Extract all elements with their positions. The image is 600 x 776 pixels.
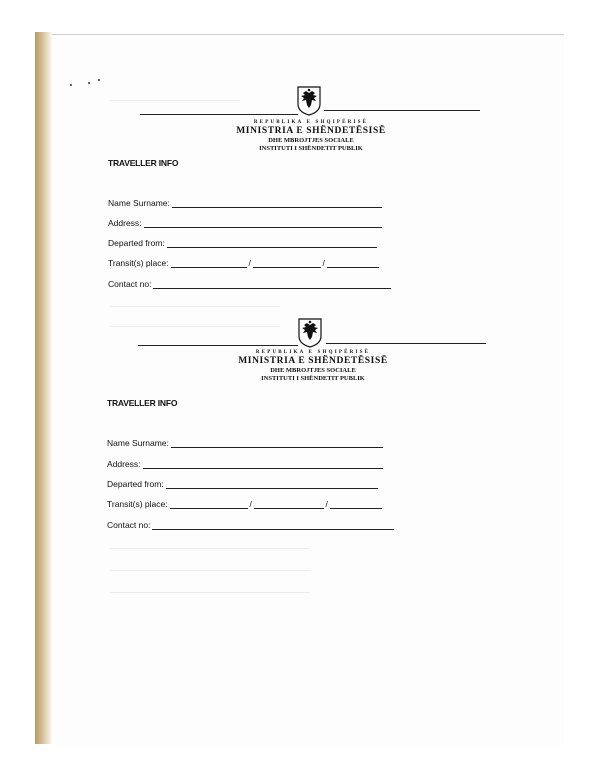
transit-place-field[interactable] <box>107 499 382 509</box>
field-label: Name Surname: <box>108 198 170 208</box>
ministry-header <box>191 120 431 153</box>
albanian-coat-of-arms-icon <box>297 86 321 116</box>
contact-no-field[interactable] <box>107 520 394 530</box>
departed-from-input-line[interactable] <box>166 480 378 489</box>
contact-no-input-line[interactable] <box>152 521 394 530</box>
albanian-coat-of-arms-icon <box>298 318 322 348</box>
name-surname-input-line[interactable] <box>172 199 382 208</box>
contact-no-input-line[interactable] <box>153 280 391 289</box>
header-rule-right <box>326 343 486 344</box>
contact-no-field[interactable] <box>108 279 391 289</box>
header-institute: INSTITUTI I SHËNDETIT PUBLIK <box>261 375 365 382</box>
header-rule-left <box>140 114 298 115</box>
scan-speck <box>88 82 90 84</box>
bleed-through-line <box>110 306 280 307</box>
transit-input-line-2[interactable] <box>254 500 324 509</box>
header-ministry-sub: DHE MBROJTJES SOCIALE <box>268 137 354 144</box>
departed-from-input-line[interactable] <box>167 239 377 248</box>
bleed-through-line <box>110 548 310 549</box>
scan-speck <box>70 84 72 86</box>
field-label: Name Surname: <box>107 438 169 448</box>
field-label: Address: <box>107 459 141 469</box>
header-republic: REPUBLIKA E SHQIPËRISË <box>253 120 369 125</box>
field-label: Departed from: <box>108 238 165 248</box>
transit-separator: / <box>322 258 325 268</box>
address-input-line[interactable] <box>144 219 382 228</box>
field-label: Address: <box>108 218 142 228</box>
bleed-through-line <box>110 570 310 571</box>
field-label: Contact no: <box>108 279 152 289</box>
header-rule-left <box>138 345 298 346</box>
field-label: Transit(s) place: <box>108 258 169 268</box>
transit-separator: / <box>325 499 328 509</box>
name-surname-field[interactable] <box>108 198 382 208</box>
name-surname-input-line[interactable] <box>171 439 383 448</box>
transit-input-line-1[interactable] <box>171 259 247 268</box>
scan-speck <box>98 79 100 81</box>
paper-binding-edge <box>35 32 53 744</box>
section-title: TRAVELLER INFO <box>107 398 178 408</box>
field-label: Departed from: <box>107 479 164 489</box>
transit-input-line-3[interactable] <box>327 259 379 268</box>
field-label: Contact no: <box>107 520 151 530</box>
departed-from-field[interactable] <box>107 479 378 489</box>
transit-input-line-2[interactable] <box>253 259 321 268</box>
name-surname-field[interactable] <box>107 438 383 448</box>
bleed-through-line <box>110 100 240 101</box>
header-ministry: MINISTRIA E SHËNDETËSISË <box>238 356 388 366</box>
transit-separator: / <box>248 258 251 268</box>
address-field[interactable] <box>107 459 383 469</box>
transit-input-line-1[interactable] <box>170 500 248 509</box>
address-input-line[interactable] <box>143 460 383 469</box>
header-institute: INSTITUTI I SHËNDETIT PUBLIK <box>259 145 363 152</box>
ministry-header <box>193 350 433 383</box>
field-label: Transit(s) place: <box>107 499 168 509</box>
transit-input-line-3[interactable] <box>330 500 382 509</box>
header-ministry: MINISTRIA E SHËNDETËSISË <box>236 126 386 136</box>
bleed-through-line <box>110 326 280 327</box>
address-field[interactable] <box>108 218 382 228</box>
transit-place-field[interactable] <box>108 258 379 268</box>
header-republic: REPUBLIKA E SHQIPËRISË <box>255 350 371 355</box>
header-ministry-sub: DHE MBROJTJES SOCIALE <box>270 367 356 374</box>
transit-separator: / <box>249 499 252 509</box>
departed-from-field[interactable] <box>108 238 377 248</box>
bleed-through-line <box>110 592 310 593</box>
header-rule-right <box>324 110 480 111</box>
section-title: TRAVELLER INFO <box>108 158 179 168</box>
